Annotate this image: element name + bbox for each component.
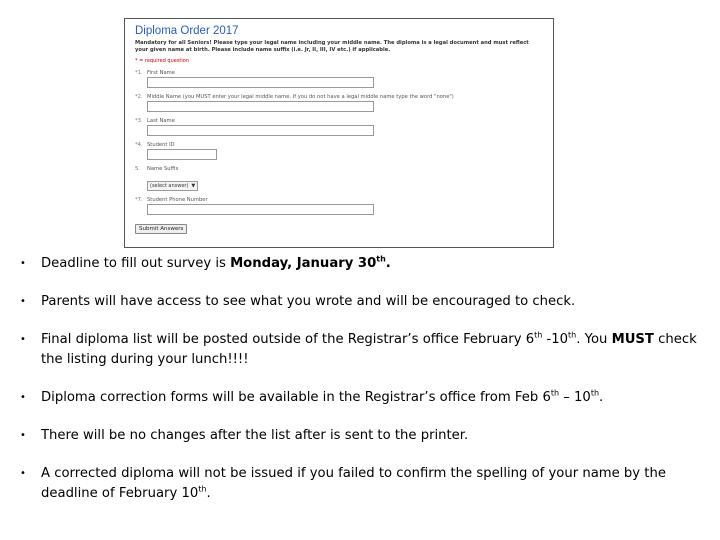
question-label: Last Name <box>147 118 175 124</box>
question-first-name <box>135 70 543 88</box>
question-label: Student Phone Number <box>147 197 208 203</box>
bullet-icon: • <box>20 392 26 403</box>
question-label: First Name <box>147 70 175 76</box>
question-student-id <box>135 142 543 160</box>
bullet-icon: • <box>20 296 26 307</box>
list-item: • Final diploma list will be posted outside of the Registrar’s office February 6th -10th. You MUST check the listing during your lunch!!!! <box>20 330 697 367</box>
question-label: Middle Name (you MUST enter your legal middle name. If you do not have a legal middle name type the word "none") <box>147 94 454 100</box>
list-item: • Diploma correction forms will be available in the Registrar’s office from Feb 6th – 10th. <box>20 388 710 408</box>
student-id-input[interactable] <box>147 149 217 160</box>
diploma-order-form-screenshot <box>124 18 554 248</box>
bullet-icon: • <box>20 334 26 345</box>
bullet-icon: • <box>20 468 26 479</box>
form-description: Mandatory for all Seniors! Please type your legal name including your middle name. The diploma is a legal document and must reflect your given name at birth. Please include name suffix (i.e. Jr, II, III, IV etc.) if applicable. <box>135 40 529 53</box>
info-bullet-list <box>20 254 710 504</box>
question-number: *2. <box>135 94 143 100</box>
question-phone-number <box>135 197 543 215</box>
form-title: Diploma Order 2017 <box>135 25 239 37</box>
question-name-suffix <box>135 166 543 191</box>
question-label: Name Suffix <box>147 166 179 172</box>
last-name-input[interactable] <box>147 125 374 136</box>
question-number: *1. <box>135 70 143 76</box>
list-item: • Deadline to fill out survey is Monday, January 30th. <box>20 254 710 274</box>
required-note: * = required question <box>135 58 190 64</box>
bullet-icon: • <box>20 430 26 441</box>
question-number: *3. <box>135 118 143 124</box>
question-number: 5. <box>135 166 140 172</box>
middle-name-input[interactable] <box>147 101 374 112</box>
first-name-input[interactable] <box>147 77 374 88</box>
question-number: *4. <box>135 142 143 148</box>
list-item: • Parents will have access to see what you wrote and will be encouraged to check. <box>20 292 710 312</box>
list-item: • There will be no changes after the list after is sent to the printer. <box>20 426 710 446</box>
submit-answers-button[interactable]: Submit Answers <box>135 224 187 234</box>
list-item: • A corrected diploma will not be issued if you failed to confirm the spelling of your name by the deadline of February 10th. <box>20 466 666 501</box>
bullet-icon: • <box>20 258 26 269</box>
name-suffix-select[interactable]: (select answer) ▼ <box>147 181 198 191</box>
phone-number-input[interactable] <box>147 204 374 215</box>
dropdown-arrow-icon: ▼ <box>191 183 196 189</box>
question-middle-name <box>135 94 543 112</box>
question-label: Student ID <box>147 142 175 148</box>
question-last-name <box>135 118 543 136</box>
question-number: *7. <box>135 197 143 203</box>
